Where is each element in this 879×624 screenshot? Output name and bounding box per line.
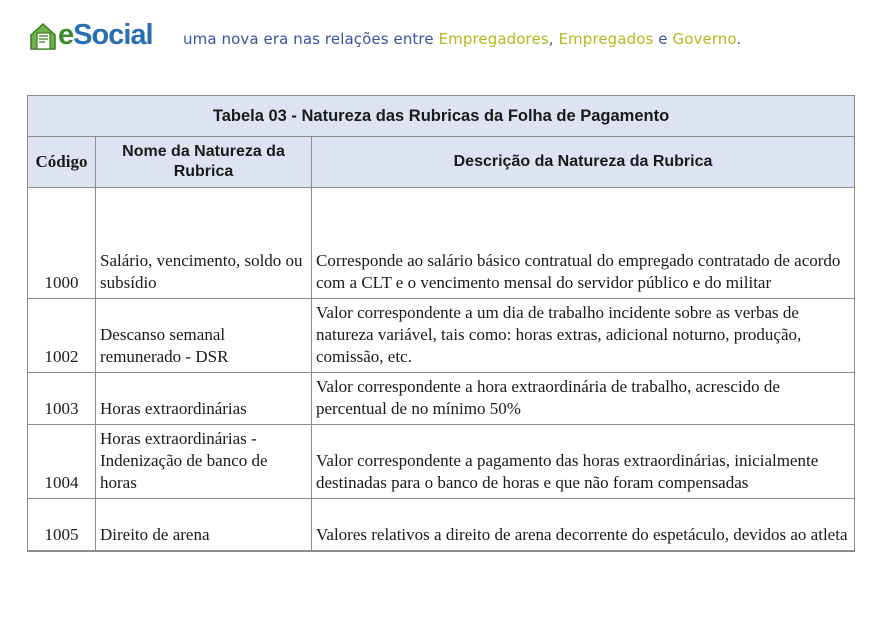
rubrica-name: Direito de arena [96, 499, 312, 551]
house-icon [28, 21, 58, 51]
tagline: uma nova era nas relações entre Empregadores, Empregados e Governo. [183, 30, 742, 48]
rubrica-name: Descanso semanal remunerado - DSR [96, 299, 312, 373]
rubrica-code: 1005 [28, 499, 96, 551]
rubrica-description: Valor correspondente a um dia de trabalho incidente sobre as verbas de natureza variável, tais como: horas extras, adicional noturno, produção, comissão, etc. [312, 299, 855, 373]
table-row [28, 499, 855, 551]
esocial-logo [28, 18, 153, 54]
rubrica-code: 1002 [28, 299, 96, 373]
rubrica-code: 1003 [28, 373, 96, 425]
rubrica-description: Corresponde ao salário básico contratual do empregado contratado de acordo com a CLT e o vencimento mensal do servidor público e do militar [312, 188, 855, 299]
table-caption: Tabela 03 - Natureza das Rubricas da Folha de Pagamento [28, 96, 855, 137]
rubrica-description: Valor correspondente a pagamento das horas extraordinárias, inicialmente destinadas para o banco de horas e que não foram compensadas [312, 425, 855, 499]
column-header-code: Código [28, 137, 96, 188]
rubrica-name: Horas extraordinárias [96, 373, 312, 425]
column-header-name: Nome da Natureza da Rubrica [96, 137, 312, 188]
rubrica-description: Valor correspondente a hora extraordinária de trabalho, acrescido de percentual de no mínimo 50% [312, 373, 855, 425]
rubrica-name: Horas extraordinárias - Indenização de banco de horas [96, 425, 312, 499]
rubrica-code: 1000 [28, 188, 96, 299]
rubrica-description: Valores relativos a direito de arena decorrente do espetáculo, devidos ao atleta [312, 499, 855, 551]
rubrica-name: Salário, vencimento, soldo ou subsídio [96, 188, 312, 299]
table-row [28, 373, 855, 425]
table-row [28, 188, 855, 299]
logo-wordmark: eSocial [58, 19, 153, 51]
column-header-description: Descrição da Natureza da Rubrica [312, 137, 855, 188]
rubricas-table [27, 95, 855, 552]
table-row [28, 425, 855, 499]
table-row [28, 299, 855, 373]
rubrica-code: 1004 [28, 425, 96, 499]
